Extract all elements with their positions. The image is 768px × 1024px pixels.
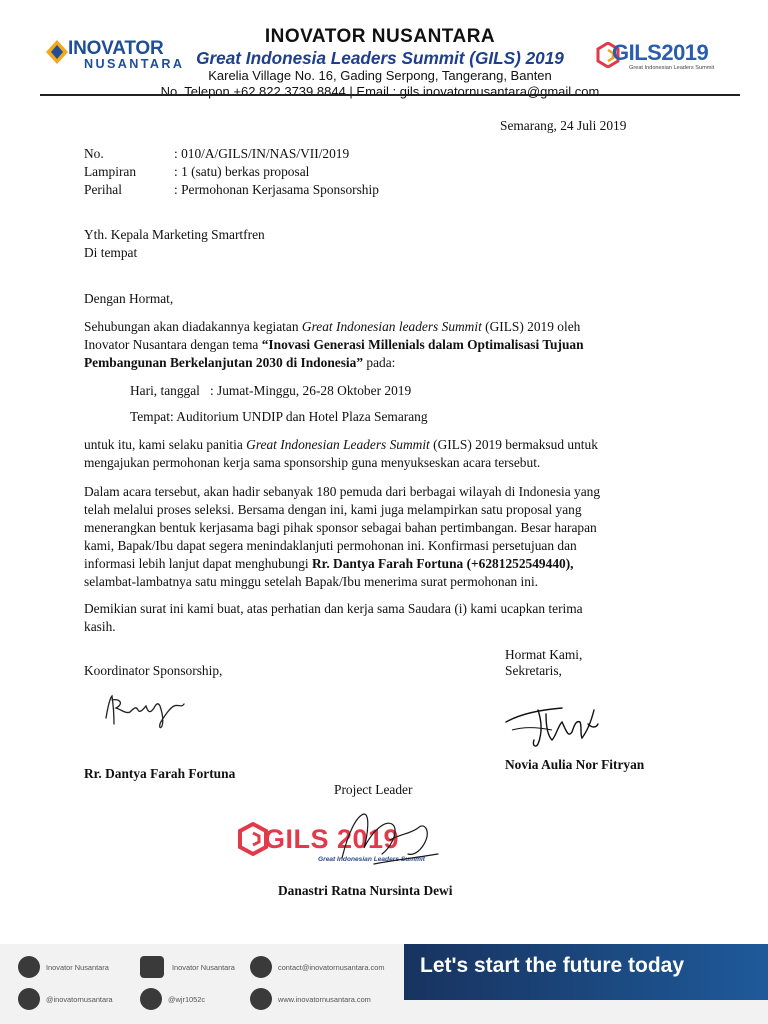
p1-l3-tail: pada: xyxy=(363,355,396,370)
event-place: Tempat: Auditorium UNDIP dan Hotel Plaza Semarang xyxy=(130,409,428,424)
line-icon xyxy=(140,988,162,1010)
logo-word-nusantara: NUSANTARA xyxy=(84,57,185,71)
p1-l1-text: Sehubungan akan diadakannya kegiatan xyxy=(84,319,302,334)
org-address: Karelia Village No. 16, Gading Serpong, Tangerang, Banten xyxy=(208,68,552,83)
p2-l1-text: untuk itu, kami selaku panitia xyxy=(84,437,247,452)
recipient-line-1: Yth. Kepala Marketing Smartfren xyxy=(84,227,265,242)
footer-instagram: @inovatornusantara xyxy=(46,995,113,1004)
p1-l1-tail: (GILS) 2019 oleh xyxy=(481,319,581,334)
closing-sekretaris: Sekretaris, xyxy=(505,663,562,678)
footer-website: www.inovatornusantara.com xyxy=(278,995,371,1004)
org-contact: No. Telepon +62 822 3739 8844 | Email : gils.inovatornusantara@gmail.com xyxy=(160,84,600,99)
footer-email: contact@inovatornusantara.com xyxy=(278,963,385,972)
signer-right-name: Novia Aulia Nor Fitryan xyxy=(505,757,645,772)
meta-label-lampiran: Lampiran xyxy=(84,164,137,179)
letterhead xyxy=(0,0,768,100)
p3-line-2: telah melalui proses seleksi. Bersama dengan ini, kami juga melampirkan satu proposal yang xyxy=(84,502,582,517)
footer-line: @wjr1052c xyxy=(168,995,206,1004)
gils-logo xyxy=(596,40,736,76)
footer xyxy=(0,944,768,1024)
p2-line-2: mengajukan permohonan kerja sama sponsorship guna menyukseskan acara tersebut. xyxy=(84,455,541,470)
p3-line-3: menerangkan bentuk kerjasama bagi pihak sponsor sebagai bahan pertimbangan. Besar harapan xyxy=(84,520,597,535)
p1-line-3 xyxy=(84,354,395,372)
p2-l1-event: Great Indonesian Leaders Summit xyxy=(246,437,430,452)
p1-line-1 xyxy=(84,318,686,336)
meta-value-lampiran: : 1 (satu) berkas proposal xyxy=(174,164,310,179)
project-leader-label: Project Leader xyxy=(334,782,413,797)
gils-logo-sub: Great Indonesian Leaders Summit xyxy=(629,65,715,71)
p4-line-2: kasih. xyxy=(84,619,116,634)
p3-line-5 xyxy=(84,555,574,573)
youtube-icon xyxy=(140,956,164,978)
p3-l5-text: informasi lebih lanjut dapat menghubungi xyxy=(84,556,312,571)
letterhead-rule xyxy=(40,94,740,96)
mail-icon xyxy=(250,956,272,978)
p1-l1-event: Great Indonesian leaders Summit xyxy=(301,319,482,334)
org-name: INOVATOR NUSANTARA xyxy=(264,26,496,47)
closing-koordinator: Koordinator Sponsorship, xyxy=(84,663,223,678)
signature-right-image xyxy=(502,700,602,752)
p1-l2-text: Inovator Nusantara dengan tema xyxy=(84,337,262,352)
p3-line-1: Dalam acara tersebut, akan hadir sebanyak 180 pemuda dari berbagai wilayah di Indonesia yang xyxy=(84,484,601,499)
p3-line-4: kami, Bapak/Ibu dapat segera menindaklanjuti permohonan ini. Konfirmasi persetujuan dan xyxy=(84,538,577,553)
p1-line-2 xyxy=(84,336,584,354)
p2-line-1 xyxy=(84,436,598,454)
facebook-icon xyxy=(18,956,40,978)
globe-icon xyxy=(250,988,272,1010)
p4-line-1: Demikian surat ini kami buat, atas perhatian dan kerja sama Saudara (i) kami ucapkan terima xyxy=(84,601,583,616)
footer-banner xyxy=(404,944,768,1000)
recipient-line-2: Di tempat xyxy=(84,245,138,260)
p1-l3-theme: Pembangunan Berkelanjutan 2030 di Indonesia” xyxy=(84,355,364,370)
place-date: Semarang, 24 Juli 2019 xyxy=(500,118,627,133)
event-day: Hari, tanggal : Jumat-Minggu, 26-28 Oktober 2019 xyxy=(130,383,412,398)
logo-word-inovator: INOVATOR xyxy=(68,38,164,59)
p2-l1-tail: (GILS) 2019 bermaksud untuk xyxy=(429,437,598,452)
footer-youtube: Inovator Nusantara xyxy=(172,963,235,972)
meta-label-perihal: Perihal xyxy=(84,182,122,197)
signature-left-image xyxy=(100,690,196,734)
closing-hormat: Hormat Kami, xyxy=(505,647,583,662)
logo-mark-icon xyxy=(44,38,70,68)
p3-l5-contact: Rr. Dantya Farah Fortuna (+6281252549440), xyxy=(311,556,574,571)
p1-l2-theme: “Inovasi Generasi Millenials dalam Optimalisasi Tujuan xyxy=(261,337,584,352)
stamp-word: GILS 2019 xyxy=(264,824,400,854)
signer-center-name: Danastri Ratna Nursinta Dewi xyxy=(278,883,453,898)
signer-left-name: Rr. Dantya Farah Fortuna xyxy=(84,766,236,781)
p3-line-6: selambat-lambatnya satu minggu setelah Bapak/Ibu menerima surat permohonan ini. xyxy=(84,574,539,589)
letterhead-text xyxy=(140,26,620,100)
signature-center-image xyxy=(334,804,444,870)
meta-value-no: : 010/A/GILS/IN/NAS/VII/2019 xyxy=(174,146,350,161)
meta-label-no: No. xyxy=(84,146,104,161)
gils-logo-word: GILS2019 xyxy=(612,40,709,65)
footer-tagline: Let's start the future today xyxy=(420,954,685,977)
footer-facebook: Inovator Nusantara xyxy=(46,963,109,972)
greeting: Dengan Hormat, xyxy=(84,291,174,306)
meta-value-perihal: : Permohonan Kerjasama Sponsorship xyxy=(174,182,379,197)
stamp-sub: Great Indonesian Leaders Summit xyxy=(318,856,425,863)
event-name: Great Indonesia Leaders Summit (GILS) 2019 xyxy=(196,48,564,68)
gils-stamp xyxy=(238,812,448,874)
instagram-icon xyxy=(18,988,40,1010)
